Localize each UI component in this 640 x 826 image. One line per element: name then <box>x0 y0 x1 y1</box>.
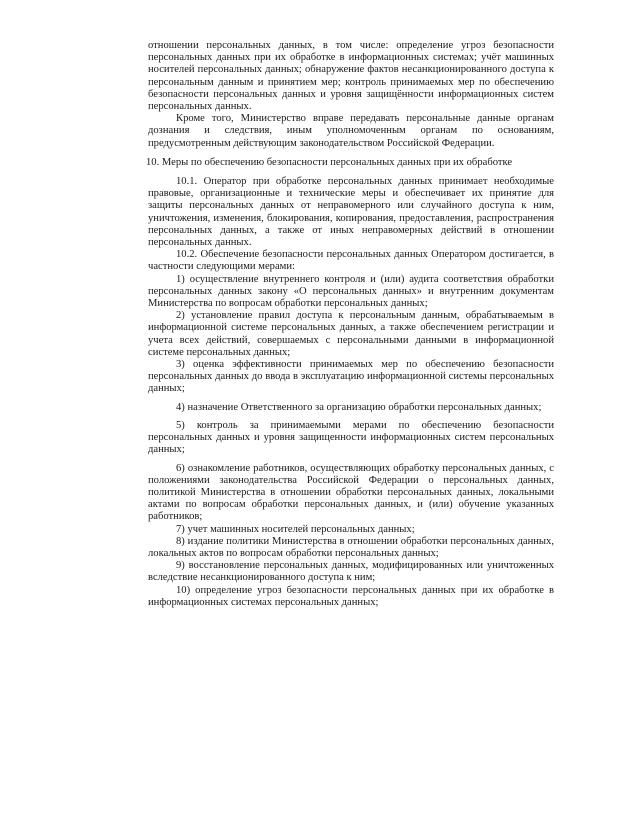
list-item: 3) оценка эффективности принимаемых мер по обеспечению безопасности персональных данных до ввода в эксплуатацию информационной системы персональных данных; <box>148 359 554 395</box>
paragraph: отношении персональных данных, в том числе: определение угроз безопасности персональных данных при их обработке в информационных системах; учёт машинных носителей персональных данных; обнаружение фактов несанкционированного доступа к персональным данным и принятием мер; контроль принимаемых мер по обеспечению безопасности персональных данных и уровня защищённости информационных систем персональных данных. <box>148 40 554 113</box>
list-item: 9) восстановление персональных данных, модифицированных или уничтоженных вследствие несанкционированного доступа к ним; <box>148 560 554 584</box>
list-item: 7) учет машинных носителей персональных данных; <box>176 523 415 535</box>
list-item: 6) ознакомление работников, осуществляющих обработку персональных данных, с положениями законодательства Российской Федерации о персональных данных, политикой Министерства в отношении обработки персональных данных, локальными актами по вопросам обработки персональных данных, и (или) обучение указанных работников; <box>148 462 554 523</box>
list-item: 10) определение угроз безопасности персональных данных при их обработке в информационных системах персональных данных; <box>148 584 554 608</box>
document-body <box>148 40 554 609</box>
list-item: 4) назначение Ответственного за организацию обработки персональных данных; <box>176 401 542 413</box>
list-item: 2) установление правил доступа к персональным данным, обрабатываемым в информационной системе персональных данных, а также обеспечением регистрации и учета всех действий, совершаемых с персональными данными в информационной системе персональных данных; <box>148 310 554 358</box>
section-heading: 10. Меры по обеспечению безопасности персональных данных при их обработке <box>146 156 513 168</box>
paragraph: Кроме того, Министерство вправе передавать персональные данные органам дознания и следствия, иным уполномоченным органам по основаниям, предусмотренным действующим законодательством Российской Федерации. <box>148 113 554 149</box>
clause-10-2: 10.2. Обеспечение безопасности персональных данных Оператором достигается, в частности следующими мерами: <box>148 249 554 273</box>
list-item: 8) издание политики Министерства в отношении обработки персональных данных, локальных актов по вопросам обработки персональных данных; <box>148 535 554 559</box>
clause-10-1: 10.1. Оператор при обработке персональных данных принимает необходимые правовые, организационные и технические меры и обеспечивает их принятие для защиты персональных данных от неправомерного или случайного доступа к ним, уничтожения, изменения, блокирования, копирования, предоставления, распространения персональных данных, а также от иных неправомерных действий в отношении персональных данных. <box>148 176 554 249</box>
list-item: 5) контроль за принимаемыми мерами по обеспечению безопасности персональных данных и уровня защищенности информационных систем персональных данных; <box>148 419 554 456</box>
list-item: 1) осуществление внутреннего контроля и (или) аудита соответствия обработки персональных данных закону «О персональных данных» и внутренним документам Министерства по вопросам обработки персональных данных; <box>148 273 554 310</box>
